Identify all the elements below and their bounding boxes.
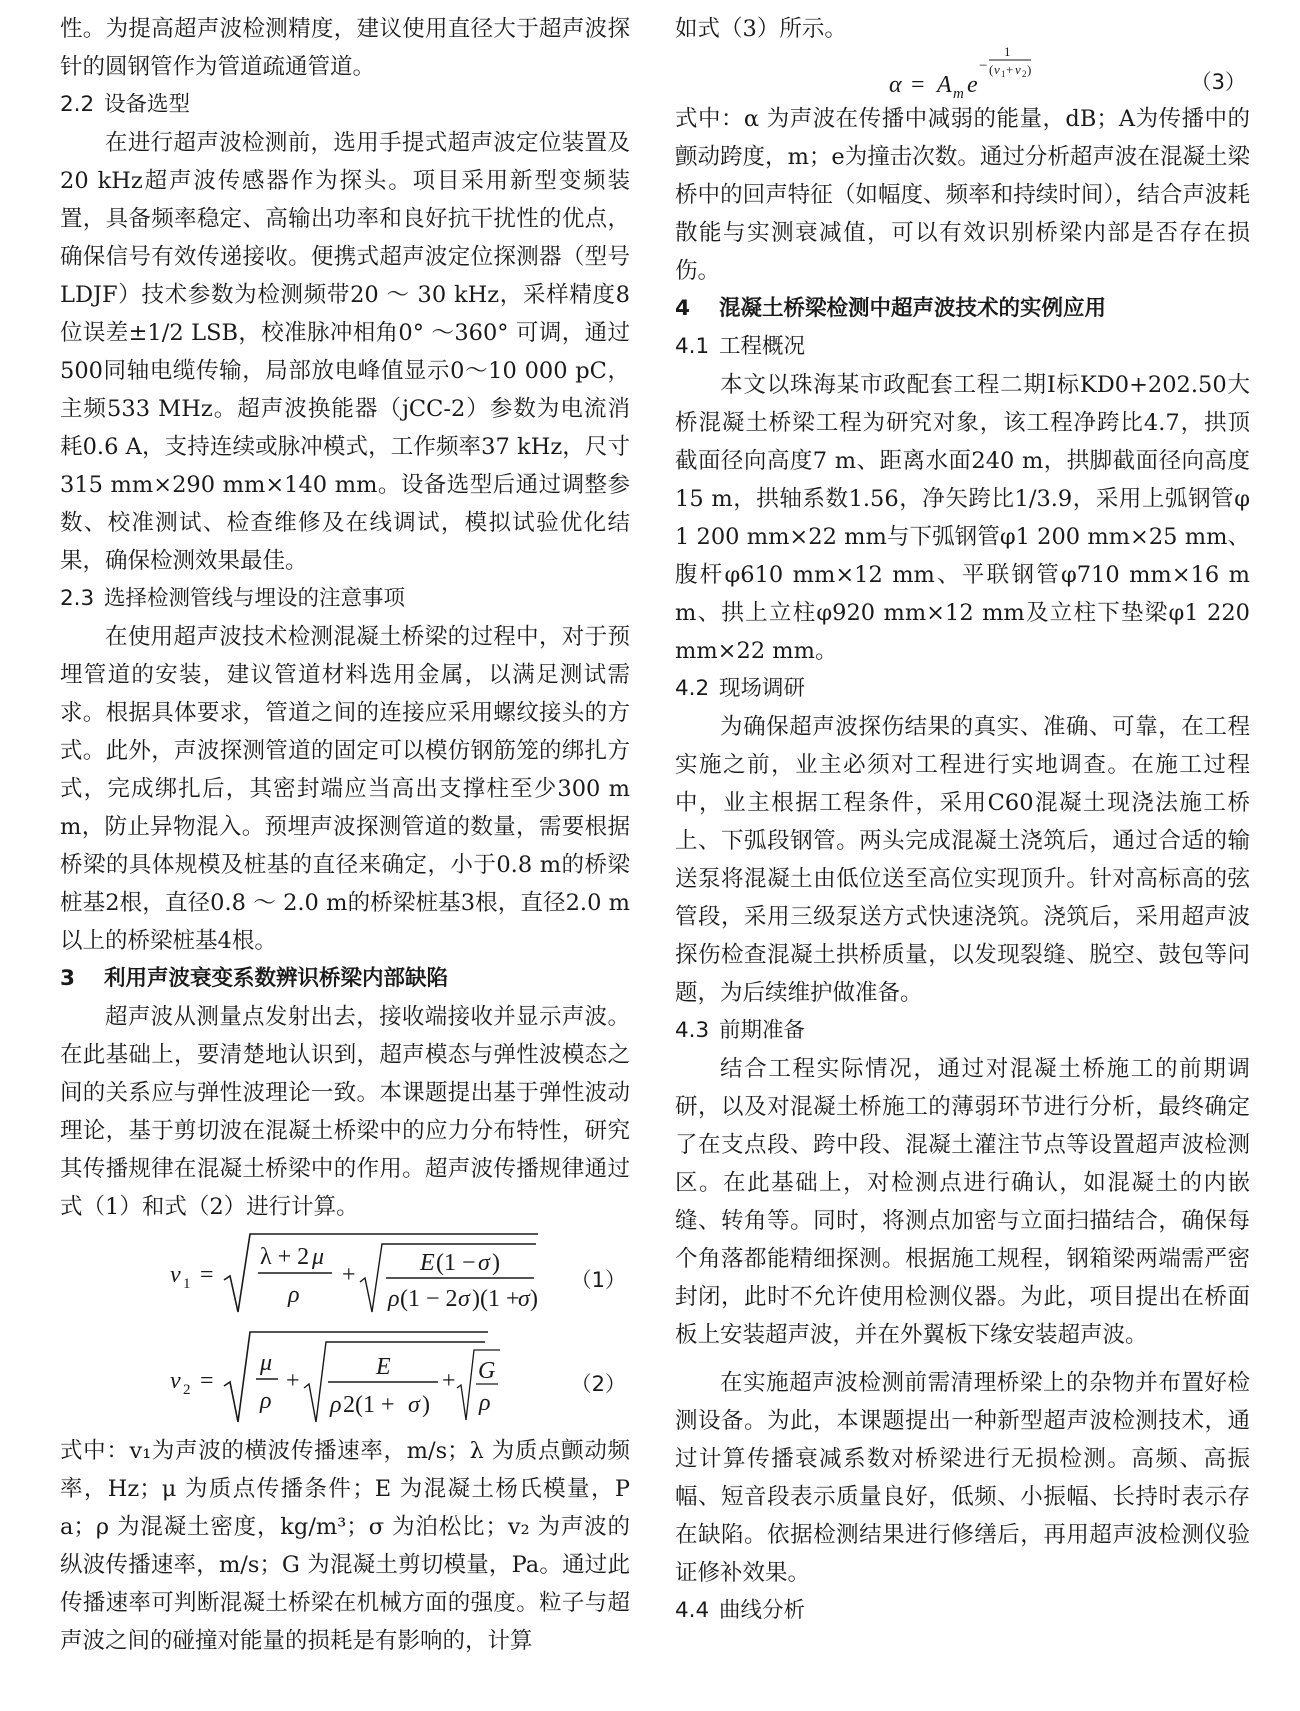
svg-text:): ) xyxy=(492,1250,500,1276)
svg-text:(1 −: (1 − xyxy=(436,1250,476,1276)
svg-text:): ) xyxy=(1027,62,1032,77)
section-heading-2-2 xyxy=(60,86,630,124)
section-heading-4-3 xyxy=(675,1012,1250,1050)
svg-text:+: + xyxy=(342,1262,356,1288)
svg-text:+: + xyxy=(286,1368,300,1394)
svg-text:μ: μ xyxy=(312,1244,325,1270)
paragraph-symbol-definitions: 式中：v₁为声波的横波传播速率，m/s；λ 为质点颤动频率，Hz；μ 为质点传播条件；E 为混凝土杨氏模量，Pa；ρ 为混凝土密度，kg/m³；σ 为泊松比；v₂ 为声波的纵波传播速率，m/s；G 为混凝土剪切模量，Pa。通过此传播速率可判断混凝土桥梁在机械方面的强度。粒子与超声波之间的碰撞对能量的损耗是有影响的，计算 xyxy=(60,1438,630,1654)
equation-number: （1） xyxy=(570,1268,626,1292)
right-column xyxy=(675,10,1250,1630)
svg-text:E: E xyxy=(420,1250,435,1276)
svg-text:+: + xyxy=(442,1368,456,1394)
svg-text:(: ( xyxy=(989,62,994,77)
svg-text:σ: σ xyxy=(458,1286,470,1312)
svg-text:m: m xyxy=(953,86,964,102)
svg-text:μ: μ xyxy=(260,1350,273,1376)
section-number: 4 xyxy=(675,296,690,321)
svg-text:A: A xyxy=(937,72,952,98)
svg-text:v: v xyxy=(994,62,1000,77)
svg-text:α: α xyxy=(889,72,902,98)
svg-text:(1 − 2: (1 − 2 xyxy=(400,1286,458,1312)
section-number: 4.2 xyxy=(675,676,710,701)
svg-text:1: 1 xyxy=(1001,69,1006,79)
section-heading-4-1 xyxy=(675,328,1250,366)
svg-text:2(1 +: 2(1 + xyxy=(343,1392,395,1418)
paragraph-symbol-definitions-3: 式中：α 为声波在传播中减弱的能量，dB；A为传播中的颤动跨度，m；e为撞击次数。通过分析超声波在混凝土梁桥中的回声特征（如幅度、频率和持续时间），结合声波耗散能与实测衰减值，可以有效识别桥梁内部是否存在损伤。 xyxy=(675,106,1250,284)
svg-text:−: − xyxy=(979,58,988,74)
paragraph-project-overview: 本文以珠海某市政配套工程二期Ⅰ标KD0+202.50大桥混凝土桥梁工程为研究对象，该工程净跨比4.7，拱顶截面径向高度7 m、距离水面240 m，拱脚截面径向高度15 m，拱轴系数1.56，净矢跨比1/3.9，采用上弧钢管φ1 200 mm×22 mm与下弧钢管φ1 200 mm×25 mm、腹杆φ610 mm×12 mm、平联钢管φ710 mm×16 mm、拱上立柱φ920 mm×12 mm及立柱下垫梁φ1 220 mm×22 mm。 xyxy=(675,372,1250,664)
left-column xyxy=(60,10,630,1660)
svg-text:E: E xyxy=(376,1354,391,1380)
svg-text:): ) xyxy=(422,1392,430,1418)
svg-text:=: = xyxy=(911,72,925,98)
equation-number: （3） xyxy=(1190,70,1246,94)
section-heading-4-4 xyxy=(675,1592,1250,1630)
svg-text:ρ: ρ xyxy=(288,1282,300,1308)
svg-text:ρ: ρ xyxy=(388,1286,400,1312)
section-title: 利用声波衰变系数辨识桥梁内部缺陷 xyxy=(104,966,449,991)
svg-text:v: v xyxy=(1015,62,1021,77)
paragraph-site-survey: 为确保超声波探伤结果的真实、准确、可靠，在工程实施之前，业主必须对工程进行实地调查。在施工过程中，业主根据工程条件，采用C60混凝土现浇法施工桥上、下弧段钢管。两头完成混凝土浇筑后，通过合适的输送泵将混凝土由低位送至高位实现顶升。针对高标高的弦管段，采用三级泵送方式快速浇筑。浇筑后，采用超声波探伤检查混凝土拱桥质量，以发现裂缝、脱空、鼓包等问题，为后续维护做准备。 xyxy=(675,714,1250,1006)
equation-2 xyxy=(60,1322,630,1432)
equation-number: （2） xyxy=(570,1372,626,1396)
section-title: 工程概况 xyxy=(719,334,806,359)
equation-1-formula xyxy=(60,1226,540,1322)
svg-text:v: v xyxy=(170,1262,181,1288)
section-number: 2.3 xyxy=(60,586,95,611)
svg-text:1: 1 xyxy=(183,1276,191,1292)
svg-text:ρ: ρ xyxy=(260,1388,272,1414)
equation-2-formula xyxy=(60,1322,540,1432)
paragraph-attenuation: 超声波从测量点发射出去，接收端接收并显示声波。在此基础上，要清楚地认识到，超声模态与弹性波模态之间的关系应与弹性波理论一致。本课题提出基于弹性波动理论，基于剪切波在混凝土桥梁中的应力分布特性，研究其传播规律在混凝土桥梁中的作用。超声波传播规律通过式（1）和式（2）进行计算。 xyxy=(60,1004,630,1220)
svg-text:e: e xyxy=(967,72,978,98)
svg-text:ρ: ρ xyxy=(330,1392,342,1418)
equation-3-formula xyxy=(675,44,1095,100)
paragraph-preparation: 结合工程实际情况，通过对混凝土桥施工的前期调研，以及对混凝土桥施工的薄弱环节进行分析，最终确定了在支点段、跨中段、混凝土灌注节点等设置超声波检测区。在此基础上，对检测点进行确认，如混凝土的内嵌缝、转角等。同时，将测点加密与立面扫描结合，确保每个角落都能精细探测。根据施工规程，钢箱梁两端需严密封闭，此时不允许使用检测仪器。为此，项目提出在桥面板上安装超声波，并在外翼板下缘安装超声波。 xyxy=(675,1056,1250,1348)
svg-text:): ) xyxy=(530,1286,538,1312)
svg-text:σ: σ xyxy=(478,1250,490,1276)
equation-1 xyxy=(60,1226,630,1322)
section-title: 混凝土桥梁检测中超声波技术的实例应用 xyxy=(719,296,1107,321)
section-number: 4.1 xyxy=(675,334,710,359)
section-number: 4.4 xyxy=(675,1598,710,1623)
section-number: 3 xyxy=(60,966,75,991)
svg-text:σ: σ xyxy=(518,1286,530,1312)
svg-text:σ: σ xyxy=(408,1392,420,1418)
svg-text:=: = xyxy=(200,1262,214,1288)
paragraph-continuation: 如式（3）所示。 xyxy=(675,16,847,42)
paragraph-preparation-2: 在实施超声波检测前需清理桥梁上的杂物并布置好检测设备。为此，本课题提出一种新型超声波检测技术，通过计算传播衰减系数对桥梁进行无损检测。高频、高振幅、短音段表示质量良好，低频、小振幅、长持时表示存在缺陷。依据检测结果进行修缮后，再用超声波检测仪验证修补效果。 xyxy=(675,1370,1250,1586)
section-heading-2-3 xyxy=(60,580,630,618)
section-heading-4 xyxy=(675,290,1250,328)
svg-text:2: 2 xyxy=(1022,69,1027,79)
section-title: 前期准备 xyxy=(719,1018,806,1043)
svg-text:v: v xyxy=(170,1368,181,1394)
section-title: 设备选型 xyxy=(104,92,191,117)
svg-text:ρ: ρ xyxy=(479,1390,491,1416)
svg-text:G: G xyxy=(478,1358,496,1384)
section-heading-3 xyxy=(60,960,630,998)
svg-text:=: = xyxy=(200,1368,214,1394)
section-number: 2.2 xyxy=(60,92,95,117)
svg-text:1: 1 xyxy=(1004,44,1011,59)
section-number: 4.3 xyxy=(675,1018,710,1043)
paragraph-continuation: 性。为提高超声波检测精度，建议使用直径大于超声波探针的圆钢管作为管道疏通管道。 xyxy=(60,16,630,80)
section-title: 现场调研 xyxy=(719,676,806,701)
svg-text:λ + 2: λ + 2 xyxy=(260,1244,310,1270)
paragraph-pipeline: 在使用超声波技术检测混凝土桥梁的过程中，对于预埋管道的安装，建议管道材料选用金属，以满足测试需求。根据具体要求，管道之间的连接应采用螺纹接头的方式。此外，声波探测管道的固定可以模仿钢筋笼的绑扎方式，完成绑扎后，其密封端应当高出支撑柱至少300 mm，防止异物混入。预埋声波探测管道的数量，需要根据桥梁的具体规模及桩基的直径来确定，小于0.8 m的桥梁桩基2根，直径0.8 ～ 2.0 m的桥梁桩基3根，直径2.0 m以上的桥梁桩基4根。 xyxy=(60,624,630,954)
section-heading-4-2 xyxy=(675,670,1250,708)
section-title: 曲线分析 xyxy=(719,1598,806,1623)
svg-text:2: 2 xyxy=(183,1382,191,1398)
equation-3 xyxy=(675,44,1250,100)
paragraph-equipment: 在进行超声波检测前，选用手提式超声波定位装置及20 kHz超声波传感器作为探头。项目采用新型变频装置，具备频率稳定、高输出功率和良好抗干扰性的优点，确保信号有效传递接收。便携式超声波定位探测器（型号LDJF）技术参数为检测频带20 ～ 30 kHz，采样精度8位误差±1/2 LSB，校准脉冲相角0° ～360° 可调，通过500同轴电缆传输，局部放电峰值显示0～10 000 pC，主频533 MHz。超声波换能器（jCC-2）参数为电流消耗0.6 A，支持连续或脉冲模式，工作频率37 kHz，尺寸315 mm×290 mm×140 mm。设备选型后通过调整参数、校准测试、检查维修及在线调试，模拟试验优化结果，确保检测效果最佳。 xyxy=(60,130,630,574)
svg-text:+: + xyxy=(1006,62,1014,77)
svg-text:)(1 +: )(1 + xyxy=(472,1286,520,1312)
section-title: 选择检测管线与埋设的注意事项 xyxy=(104,586,406,611)
